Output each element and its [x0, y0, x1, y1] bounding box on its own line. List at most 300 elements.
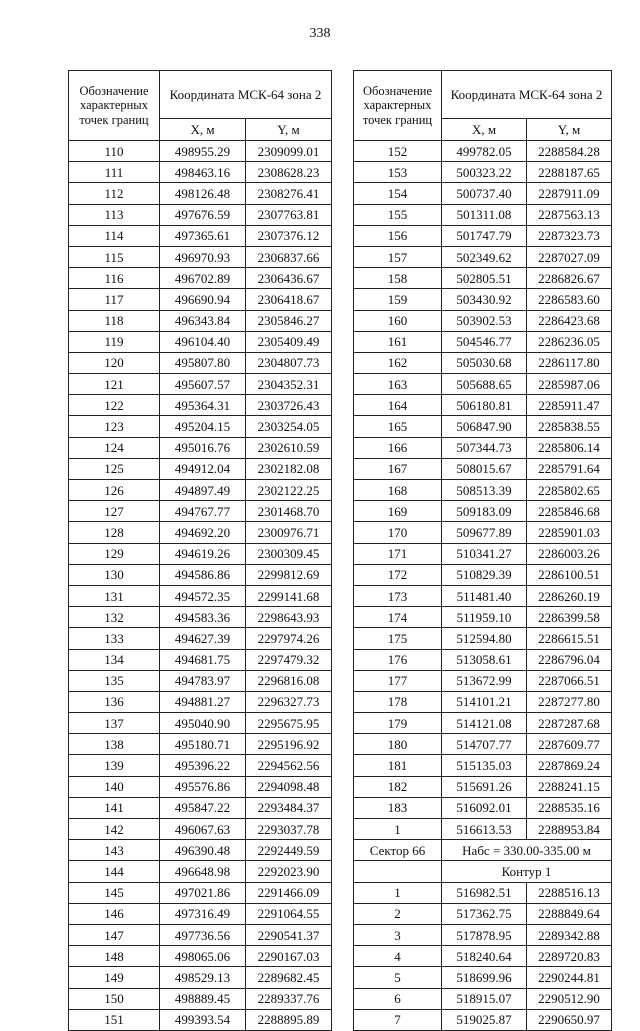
- x-coordinate: 495607.57: [160, 374, 246, 395]
- x-coordinate: 495180.71: [160, 734, 246, 755]
- table-row: [354, 416, 612, 437]
- x-coordinate: 496690.94: [160, 289, 246, 310]
- y-coordinate: 2309099.01: [246, 141, 332, 162]
- table-row: [69, 331, 332, 352]
- x-coordinate: 494692.20: [160, 522, 246, 543]
- y-coordinate: 2288895.89: [246, 1009, 332, 1030]
- y-coordinate: 2287563.13: [527, 204, 612, 225]
- y-coordinate: 2291064.55: [246, 903, 332, 924]
- table-row: [69, 903, 332, 924]
- point-number: 176: [354, 649, 442, 670]
- x-coordinate: 495016.76: [160, 437, 246, 458]
- table-row: [354, 607, 612, 628]
- table-row: [354, 1009, 612, 1030]
- point-number: 147: [69, 924, 160, 945]
- table-row: [69, 416, 332, 437]
- point-number: 144: [69, 861, 160, 882]
- x-coordinate: 502805.51: [442, 268, 527, 289]
- y-coordinate: 2287066.51: [527, 670, 612, 691]
- point-number: 122: [69, 395, 160, 416]
- y-coordinate: 2306837.66: [246, 246, 332, 267]
- table-row: [354, 967, 612, 988]
- point-number: 124: [69, 437, 160, 458]
- point-number: 111: [69, 162, 160, 183]
- y-coordinate: 2292449.59: [246, 840, 332, 861]
- y-coordinate: 2299812.69: [246, 564, 332, 585]
- table-row: [69, 543, 332, 564]
- header-y: Y, м: [246, 119, 332, 141]
- point-number: 154: [354, 183, 442, 204]
- point-number: 180: [354, 734, 442, 755]
- x-coordinate: 515135.03: [442, 755, 527, 776]
- point-number: 129: [69, 543, 160, 564]
- y-coordinate: 2290167.03: [246, 946, 332, 967]
- x-coordinate: 495204.15: [160, 416, 246, 437]
- point-number: 132: [69, 607, 160, 628]
- y-coordinate: 2286615.51: [527, 628, 612, 649]
- table-row: [354, 628, 612, 649]
- table-row: [69, 564, 332, 585]
- point-number: 115: [69, 246, 160, 267]
- y-coordinate: 2300976.71: [246, 522, 332, 543]
- x-coordinate: 519025.87: [442, 1009, 527, 1030]
- table-row: [69, 713, 332, 734]
- x-coordinate: 495847.22: [160, 797, 246, 818]
- x-coordinate: 505688.65: [442, 374, 527, 395]
- point-number: 172: [354, 564, 442, 585]
- table-row: [354, 268, 612, 289]
- x-coordinate: 498126.48: [160, 183, 246, 204]
- x-coordinate: 496648.98: [160, 861, 246, 882]
- header-coordinate-system: Координата МСК-64 зона 2: [160, 71, 332, 119]
- point-number: 160: [354, 310, 442, 331]
- y-coordinate: 2285802.65: [527, 480, 612, 501]
- point-number: 159: [354, 289, 442, 310]
- y-coordinate: 2285987.06: [527, 374, 612, 395]
- point-number: 114: [69, 225, 160, 246]
- x-coordinate: 517878.95: [442, 924, 527, 945]
- y-coordinate: 2293037.78: [246, 819, 332, 840]
- table-row: [69, 225, 332, 246]
- x-coordinate: 494583.36: [160, 607, 246, 628]
- point-number: 117: [69, 289, 160, 310]
- y-coordinate: 2287027.09: [527, 246, 612, 267]
- table-row: [69, 967, 332, 988]
- x-coordinate: 511481.40: [442, 585, 527, 606]
- y-coordinate: 2285806.14: [527, 437, 612, 458]
- x-coordinate: 513058.61: [442, 649, 527, 670]
- x-coordinate: 514101.21: [442, 691, 527, 712]
- table-row: [69, 861, 332, 882]
- table-row: [354, 331, 612, 352]
- y-coordinate: 2288241.15: [527, 776, 612, 797]
- point-number: 3: [354, 924, 442, 945]
- y-coordinate: 2291466.09: [246, 882, 332, 903]
- x-coordinate: 502349.62: [442, 246, 527, 267]
- y-coordinate: 2286117.80: [527, 352, 612, 373]
- point-number: 182: [354, 776, 442, 797]
- y-coordinate: 2296816.08: [246, 670, 332, 691]
- table-row: [69, 437, 332, 458]
- point-number: 133: [69, 628, 160, 649]
- table-row: [69, 882, 332, 903]
- y-coordinate: 2286796.04: [527, 649, 612, 670]
- y-coordinate: 2286583.60: [527, 289, 612, 310]
- table-row: [69, 183, 332, 204]
- y-coordinate: 2301468.70: [246, 501, 332, 522]
- point-number: 164: [354, 395, 442, 416]
- table-row: [69, 988, 332, 1009]
- x-coordinate: 494767.77: [160, 501, 246, 522]
- x-coordinate: 496390.48: [160, 840, 246, 861]
- point-number: 139: [69, 755, 160, 776]
- table-row: [354, 458, 612, 479]
- point-number: 165: [354, 416, 442, 437]
- table-row: [69, 204, 332, 225]
- y-coordinate: 2296327.73: [246, 691, 332, 712]
- table-row: [69, 607, 332, 628]
- table-row: [69, 797, 332, 818]
- x-coordinate: 499393.54: [160, 1009, 246, 1030]
- y-coordinate: 2303254.05: [246, 416, 332, 437]
- point-number: 116: [69, 268, 160, 289]
- table-row: [354, 819, 612, 840]
- point-number: 142: [69, 819, 160, 840]
- point-number: 171: [354, 543, 442, 564]
- coordinates-table-left: [68, 70, 332, 1031]
- y-coordinate: 2297479.32: [246, 649, 332, 670]
- x-coordinate: 495807.80: [160, 352, 246, 373]
- y-coordinate: 2295196.92: [246, 734, 332, 755]
- header-point-designation: Обозначение характерных точек границ: [69, 71, 160, 141]
- y-coordinate: 2307376.12: [246, 225, 332, 246]
- table-row: [69, 268, 332, 289]
- y-coordinate: 2285911.47: [527, 395, 612, 416]
- x-coordinate: 496104.40: [160, 331, 246, 352]
- y-coordinate: 2287911.09: [527, 183, 612, 204]
- y-coordinate: 2304807.73: [246, 352, 332, 373]
- point-number: 119: [69, 331, 160, 352]
- y-coordinate: 2293484.37: [246, 797, 332, 818]
- x-coordinate: 510341.27: [442, 543, 527, 564]
- x-coordinate: 497316.49: [160, 903, 246, 924]
- table-row: [354, 564, 612, 585]
- y-coordinate: 2289720.83: [527, 946, 612, 967]
- table-row: [69, 162, 332, 183]
- x-coordinate: 516092.01: [442, 797, 527, 818]
- x-coordinate: 498065.06: [160, 946, 246, 967]
- y-coordinate: 2292023.90: [246, 861, 332, 882]
- x-coordinate: 498529.13: [160, 967, 246, 988]
- point-number: 181: [354, 755, 442, 776]
- table-row: [354, 204, 612, 225]
- x-coordinate: 495364.31: [160, 395, 246, 416]
- table-row: [69, 819, 332, 840]
- x-coordinate: 496067.63: [160, 819, 246, 840]
- y-coordinate: 2300309.45: [246, 543, 332, 564]
- point-number: 134: [69, 649, 160, 670]
- y-coordinate: 2295675.95: [246, 713, 332, 734]
- point-number: 138: [69, 734, 160, 755]
- table-row: [69, 522, 332, 543]
- x-coordinate: 508015.67: [442, 458, 527, 479]
- y-coordinate: 2302610.59: [246, 437, 332, 458]
- y-coordinate: 2294098.48: [246, 776, 332, 797]
- point-number: 158: [354, 268, 442, 289]
- point-number: 7: [354, 1009, 442, 1030]
- point-number: 152: [354, 141, 442, 162]
- y-coordinate: 2294562.56: [246, 755, 332, 776]
- x-coordinate: 518915.07: [442, 988, 527, 1009]
- x-coordinate: 495040.90: [160, 713, 246, 734]
- point-number: 128: [69, 522, 160, 543]
- table-row: [354, 776, 612, 797]
- y-coordinate: 2303726.43: [246, 395, 332, 416]
- table-row: [354, 225, 612, 246]
- point-number: 120: [69, 352, 160, 373]
- contour-label: Контур 1: [442, 861, 612, 882]
- x-coordinate: 494627.39: [160, 628, 246, 649]
- y-coordinate: 2304352.31: [246, 374, 332, 395]
- table-row: [69, 670, 332, 691]
- table-row: [354, 543, 612, 564]
- table-row: [69, 628, 332, 649]
- table-row: [69, 289, 332, 310]
- table-row: [354, 903, 612, 924]
- y-coordinate: 2286003.26: [527, 543, 612, 564]
- x-coordinate: 503902.53: [442, 310, 527, 331]
- x-coordinate: 500323.22: [442, 162, 527, 183]
- table-row: [69, 755, 332, 776]
- point-number: 183: [354, 797, 442, 818]
- x-coordinate: 494783.97: [160, 670, 246, 691]
- y-coordinate: 2288953.84: [527, 819, 612, 840]
- table-row: [69, 501, 332, 522]
- header-point-designation: Обозначение характерных точек границ: [354, 71, 442, 141]
- table-row: [354, 289, 612, 310]
- point-number: 112: [69, 183, 160, 204]
- x-coordinate: 511959.10: [442, 607, 527, 628]
- table-row: [354, 501, 612, 522]
- x-coordinate: 514121.08: [442, 713, 527, 734]
- table-row: [354, 395, 612, 416]
- table-row: [69, 840, 332, 861]
- x-coordinate: 510829.39: [442, 564, 527, 585]
- y-coordinate: 2290244.81: [527, 967, 612, 988]
- table-row: [354, 141, 612, 162]
- point-number: 126: [69, 480, 160, 501]
- point-number: 173: [354, 585, 442, 606]
- x-coordinate: 514707.77: [442, 734, 527, 755]
- x-coordinate: 512594.80: [442, 628, 527, 649]
- y-coordinate: 2290541.37: [246, 924, 332, 945]
- table-row: [69, 310, 332, 331]
- point-number: 4: [354, 946, 442, 967]
- point-number: 140: [69, 776, 160, 797]
- point-number: 174: [354, 607, 442, 628]
- x-coordinate: 518699.96: [442, 967, 527, 988]
- point-number: 123: [69, 416, 160, 437]
- point-number: 146: [69, 903, 160, 924]
- x-coordinate: 499782.05: [442, 141, 527, 162]
- point-number: 136: [69, 691, 160, 712]
- point-number: 169: [354, 501, 442, 522]
- y-coordinate: 2290512.90: [527, 988, 612, 1009]
- table-row: [69, 776, 332, 797]
- y-coordinate: 2302182.08: [246, 458, 332, 479]
- y-coordinate: 2285791.64: [527, 458, 612, 479]
- table-row: [354, 310, 612, 331]
- x-coordinate: 497676.59: [160, 204, 246, 225]
- point-number: 137: [69, 713, 160, 734]
- table-row: [69, 352, 332, 373]
- point-number: 1: [354, 882, 442, 903]
- table-row: [69, 458, 332, 479]
- point-number: 5: [354, 967, 442, 988]
- y-coordinate: 2305846.27: [246, 310, 332, 331]
- x-coordinate: 517362.75: [442, 903, 527, 924]
- table-row: [69, 946, 332, 967]
- table-row: [69, 246, 332, 267]
- y-coordinate: 2288584.28: [527, 141, 612, 162]
- table-row: [354, 246, 612, 267]
- x-coordinate: 504546.77: [442, 331, 527, 352]
- point-number: 1: [354, 819, 442, 840]
- table-row: [354, 691, 612, 712]
- point-number: 151: [69, 1009, 160, 1030]
- x-coordinate: 516613.53: [442, 819, 527, 840]
- x-coordinate: 501747.79: [442, 225, 527, 246]
- y-coordinate: 2286826.67: [527, 268, 612, 289]
- table-row: [69, 480, 332, 501]
- point-number: 127: [69, 501, 160, 522]
- table-row: [354, 670, 612, 691]
- table-row: [354, 797, 612, 818]
- y-coordinate: 2286260.19: [527, 585, 612, 606]
- header-x: X, м: [442, 119, 527, 141]
- x-coordinate: 494619.26: [160, 543, 246, 564]
- x-coordinate: 500737.40: [442, 183, 527, 204]
- y-coordinate: 2287609.77: [527, 734, 612, 755]
- y-coordinate: 2287869.24: [527, 755, 612, 776]
- point-number: 135: [69, 670, 160, 691]
- point-number: 178: [354, 691, 442, 712]
- point-number: 141: [69, 797, 160, 818]
- point-number: 145: [69, 882, 160, 903]
- y-coordinate: 2287287.68: [527, 713, 612, 734]
- x-coordinate: 505030.68: [442, 352, 527, 373]
- y-coordinate: 2286423.68: [527, 310, 612, 331]
- x-coordinate: 494572.35: [160, 585, 246, 606]
- table-row: [69, 734, 332, 755]
- point-number: 157: [354, 246, 442, 267]
- x-coordinate: 496702.89: [160, 268, 246, 289]
- y-coordinate: 2285846.68: [527, 501, 612, 522]
- y-coordinate: 2289337.76: [246, 988, 332, 1009]
- header-y: Y, м: [527, 119, 612, 141]
- sector-height: Набс = 330.00-335.00 м: [442, 840, 612, 861]
- table-row: [354, 649, 612, 670]
- header-coordinate-system: Координата МСК-64 зона 2: [442, 71, 612, 119]
- x-coordinate: 501311.08: [442, 204, 527, 225]
- point-number: 121: [69, 374, 160, 395]
- y-coordinate: 2286399.58: [527, 607, 612, 628]
- table-row: [69, 649, 332, 670]
- x-coordinate: 507344.73: [442, 437, 527, 458]
- point-number: 155: [354, 204, 442, 225]
- point-number: 148: [69, 946, 160, 967]
- point-number: 167: [354, 458, 442, 479]
- point-number: 179: [354, 713, 442, 734]
- table-row: [69, 1009, 332, 1030]
- x-coordinate: 509677.89: [442, 522, 527, 543]
- x-coordinate: 497021.86: [160, 882, 246, 903]
- point-number: 166: [354, 437, 442, 458]
- table-row: [69, 374, 332, 395]
- point-number: 170: [354, 522, 442, 543]
- point-number: 113: [69, 204, 160, 225]
- point-number: 153: [354, 162, 442, 183]
- y-coordinate: 2299141.68: [246, 585, 332, 606]
- y-coordinate: 2287277.80: [527, 691, 612, 712]
- y-coordinate: 2288187.65: [527, 162, 612, 183]
- y-coordinate: 2286100.51: [527, 564, 612, 585]
- point-number: 177: [354, 670, 442, 691]
- x-coordinate: 506847.90: [442, 416, 527, 437]
- y-coordinate: 2305409.49: [246, 331, 332, 352]
- table-row: [69, 141, 332, 162]
- x-coordinate: 497365.61: [160, 225, 246, 246]
- point-number: 118: [69, 310, 160, 331]
- table-row: [354, 183, 612, 204]
- table-row: [354, 924, 612, 945]
- y-coordinate: 2287323.73: [527, 225, 612, 246]
- y-coordinate: 2308276.41: [246, 183, 332, 204]
- point-number: 175: [354, 628, 442, 649]
- y-coordinate: 2306418.67: [246, 289, 332, 310]
- x-coordinate: 494586.86: [160, 564, 246, 585]
- y-coordinate: 2285901.03: [527, 522, 612, 543]
- x-coordinate: 498889.45: [160, 988, 246, 1009]
- y-coordinate: 2306436.67: [246, 268, 332, 289]
- point-number: 130: [69, 564, 160, 585]
- table-row: [69, 691, 332, 712]
- point-number: 150: [69, 988, 160, 1009]
- point-number: 2: [354, 903, 442, 924]
- table-row: [69, 585, 332, 606]
- x-coordinate: 503430.92: [442, 289, 527, 310]
- table-row: [354, 882, 612, 903]
- x-coordinate: 498463.16: [160, 162, 246, 183]
- x-coordinate: 496343.84: [160, 310, 246, 331]
- y-coordinate: 2302122.25: [246, 480, 332, 501]
- x-coordinate: 509183.09: [442, 501, 527, 522]
- y-coordinate: 2288516.13: [527, 882, 612, 903]
- table-row: [69, 395, 332, 416]
- table-row: [354, 162, 612, 183]
- table-row: [69, 924, 332, 945]
- x-coordinate: 494912.04: [160, 458, 246, 479]
- x-coordinate: 513672.99: [442, 670, 527, 691]
- x-coordinate: 495396.22: [160, 755, 246, 776]
- x-coordinate: 515691.26: [442, 776, 527, 797]
- table-row: [354, 352, 612, 373]
- table-row: [354, 480, 612, 501]
- point-number: 162: [354, 352, 442, 373]
- table-row: [354, 734, 612, 755]
- table-row: [354, 988, 612, 1009]
- table-row: [354, 755, 612, 776]
